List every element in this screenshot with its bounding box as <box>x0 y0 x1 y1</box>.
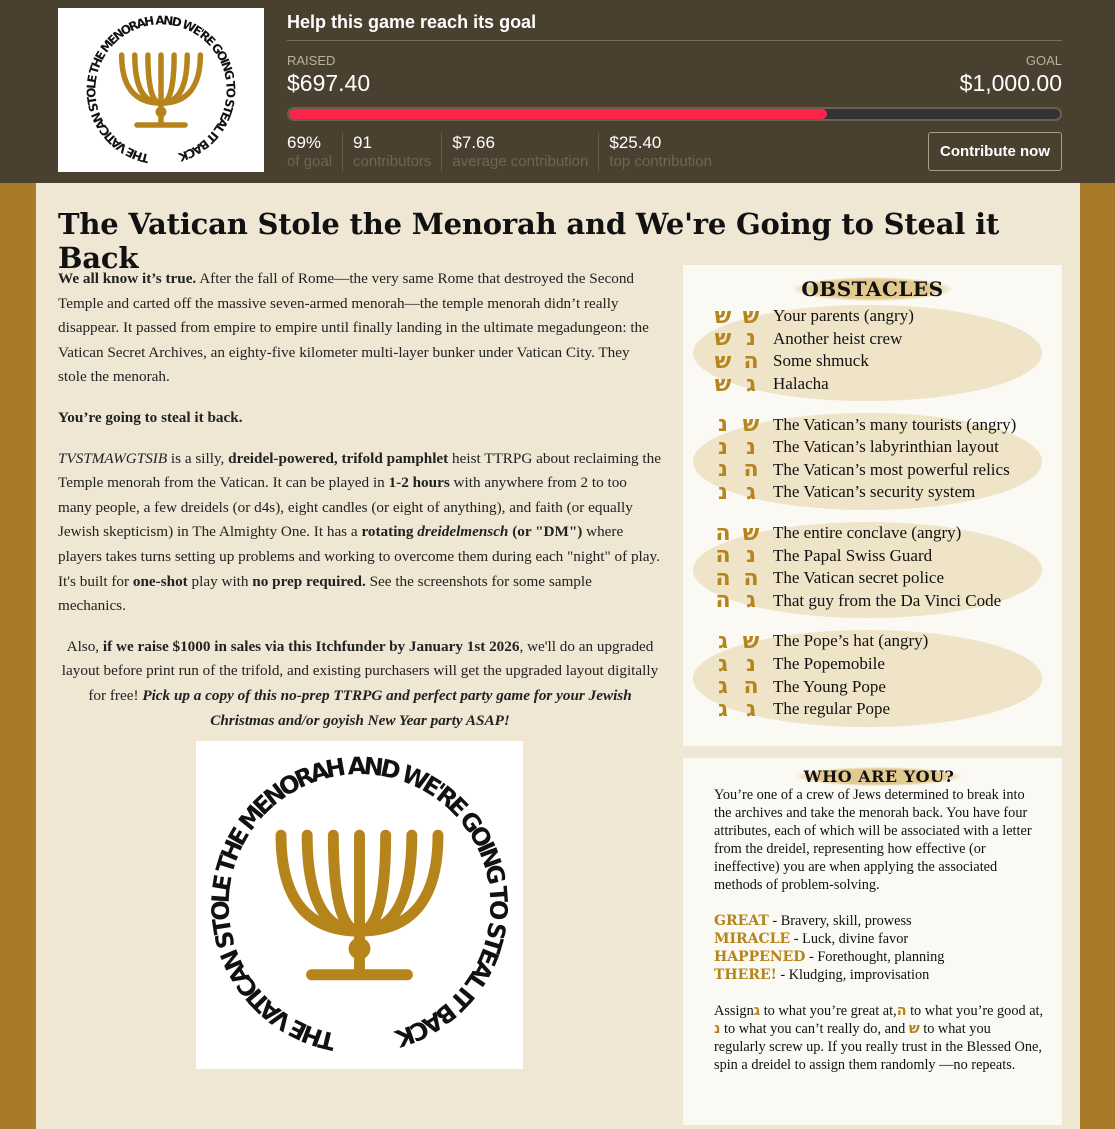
obstacle-label: The Popemobile <box>773 654 885 674</box>
dreidel-letter-icon: נ <box>746 434 756 460</box>
stat-percent: 69% of goal <box>287 133 333 170</box>
obstacle-row <box>683 328 1062 351</box>
funding-widget <box>287 0 1062 171</box>
obstacle-row <box>683 350 1062 373</box>
obstacle-label: Another heist crew <box>773 328 903 348</box>
stat-top: $25.40 top contribution <box>598 133 722 171</box>
shin-icon: ש <box>908 1021 920 1037</box>
obstacle-row <box>683 413 1062 436</box>
obstacles-title: OBSTACLES <box>683 277 1062 301</box>
dreidel-letter-icon: ה <box>743 457 759 483</box>
dreidel-letter-icon: נ <box>746 543 756 569</box>
dreidel-letter-icon: ש <box>714 371 732 397</box>
obstacle-row <box>683 522 1062 545</box>
gimel-icon: ג <box>753 1003 761 1019</box>
obstacle-label: That guy from the Da Vinci Code <box>773 590 1002 610</box>
dreidel-letter-icon: ג <box>718 651 728 677</box>
goal-label: GOAL <box>1025 53 1062 68</box>
dreidel-letter-icon: ה <box>743 348 759 374</box>
obstacle-group <box>683 522 1062 612</box>
obstacle-row <box>683 459 1062 482</box>
logo-circle-text: THE VATICAN STOLE THE MENORAH AND WE'RE GOING TO STEAL IT BACK <box>84 13 238 166</box>
dreidel-letter-icon: ה <box>743 674 759 700</box>
dreidel-letter-icon: נ <box>746 651 756 677</box>
page-title: The Vatican Stole the Menorah and We're Going to Steal it Back <box>58 207 1000 275</box>
progress-fill <box>289 109 827 119</box>
dreidel-letter-icon: ג <box>746 696 756 722</box>
who-intro: You’re one of a crew of Jews determined to break into the archives and take the menorah back. You have four attributes, each of which will be associated with a letter from the dreidel, representing how effective (or ineffective) you are when applying the associated methods of problem-solving. <box>714 787 1032 893</box>
obstacle-row <box>683 630 1062 653</box>
logo-circle-text: THE VATICAN STOLE THE MENORAH AND WE'RE GOING TO STEAL IT BACK <box>206 752 513 1056</box>
obstacle-label: The Young Pope <box>773 676 886 696</box>
obstacle-row <box>683 436 1062 459</box>
game-description-panel <box>36 183 1080 1129</box>
dreidel-letter-icon: נ <box>746 326 756 352</box>
dreidel-letter-icon: ה <box>715 565 731 591</box>
raised-amount: $697.40 <box>287 70 371 96</box>
dreidel-letter-icon: ג <box>718 696 728 722</box>
obstacle-row <box>683 675 1062 698</box>
progress-bar <box>287 107 1062 121</box>
game-logo[interactable] <box>58 8 264 172</box>
attribute-list: GREAT - Bravery, skill, prowess MIRACLE - Luck, divine favor HAPPENED - Forethought, planning THERE! - Kludging, improvisation <box>714 913 945 983</box>
assign-text: Assignג to what you’re great at,ה to what you’re good at, נ to what you can’t really do, and ש to what you regularly screw up. If you really trust in the Blessed One, spin a dreidel to assign them randomly —no repeats. <box>714 1003 1044 1073</box>
obstacle-row <box>683 567 1062 590</box>
dreidel-letter-icon: נ <box>718 434 728 460</box>
obstacle-label: The Vatican’s security system <box>773 482 976 502</box>
obstacle-group <box>683 630 1062 720</box>
dreidel-letter-icon: ש <box>714 303 732 329</box>
contribute-button[interactable]: Contribute now <box>928 132 1062 171</box>
obstacle-group <box>683 413 1062 503</box>
dreidel-letter-icon: ה <box>743 565 759 591</box>
obstacle-row <box>683 305 1062 328</box>
dreidel-letter-icon: ש <box>742 520 760 546</box>
raised-label: RAISED <box>287 53 336 68</box>
stat-contributors: 91 contributors <box>342 133 441 171</box>
menorah-knob <box>156 106 167 117</box>
menorah-knob <box>349 938 371 960</box>
dreidel-letter-icon: ג <box>718 628 728 654</box>
obstacle-group <box>683 305 1062 395</box>
dreidel-letter-icon: ש <box>714 348 732 374</box>
description-column <box>58 267 662 1069</box>
obstacle-label: Halacha <box>773 374 829 394</box>
obstacle-label: The Vatican’s most powerful relics <box>773 459 1010 479</box>
obstacle-row <box>683 481 1062 504</box>
obstacle-row <box>683 653 1062 676</box>
dreidel-letter-icon: ג <box>746 588 756 614</box>
who-are-you-card <box>683 758 1062 1125</box>
dreidel-letter-icon: ג <box>718 674 728 700</box>
dreidel-letter-icon: נ <box>718 457 728 483</box>
dreidel-letter-icon: ה <box>715 543 731 569</box>
obstacle-row <box>683 544 1062 567</box>
obstacle-label: The Vatican’s many tourists (angry) <box>773 414 1017 434</box>
logo-image[interactable] <box>196 741 523 1069</box>
obstacles-card <box>683 265 1062 746</box>
dreidel-letter-icon: ש <box>714 326 732 352</box>
obstacle-row <box>683 373 1062 396</box>
obstacle-label: The regular Pope <box>773 699 891 719</box>
dreidel-letter-icon: נ <box>718 479 728 505</box>
dreidel-letter-icon: נ <box>718 412 728 438</box>
description-text: We all know it’s true. After the fall of Rome—the very same Rome that destroyed the Second Temple and carted off the massive seven-armed menorah—the temple menorah didn’t really disappear. It passed from empire to empire until finally landing in the ultimate megadungeon: the Vatican Secret Archives, an eighty-five kilometer multi-layer bunker under Vatican City. They stole the menorah. You’re going to steal it back. TVSTMAWGTSIB is a silly, dreidel-powered, trifold pamphlet heist TTRPG about reclaiming the Temple menorah from the Vatican. It can be played in 1-2 hours with anywhere from 2 to too many people, a few dreidels (or d4s), eight candles (or eight of anything), and faith (or equally Jewish skepticism) in The Almighty One. It has a rotating dreidelmensch (or "DM") where players takes turns setting up problems and working to overcome them during each "night" of play. It's built for one-shot play with no prep required. See the screenshots for some sample mechanics. Also, if we raise $1000 in sales via this Itchfunder by January 1st 2026, we'll do an upgraded layout before print run of the trifold, and existing purchasers will get the upgraded layout digitally for free! Pick up a copy of this no-prep TTRPG and perfect party game for your Jewish Christmas and/or goyish New Year party ASAP! <box>58 270 661 729</box>
obstacle-label: The Papal Swiss Guard <box>773 545 933 565</box>
nun-icon: נ <box>714 1021 721 1037</box>
obstacle-label: Your parents (angry) <box>773 306 914 326</box>
obstacle-label: The Vatican’s labyrinthian layout <box>773 437 999 457</box>
obstacle-label: The entire conclave (angry) <box>773 523 962 543</box>
dreidel-letter-icon: ג <box>746 479 756 505</box>
dreidel-letter-icon: ש <box>742 628 760 654</box>
obstacle-label: The Pope’s hat (angry) <box>773 631 929 651</box>
funding-header <box>0 0 1115 183</box>
funding-title: Help this game reach its goal <box>287 0 1062 41</box>
dreidel-letter-icon: ש <box>742 303 760 329</box>
obstacle-row <box>683 698 1062 721</box>
dreidel-letter-icon: ג <box>746 371 756 397</box>
obstacle-label: Some shmuck <box>773 351 869 371</box>
dreidel-letter-icon: ש <box>742 412 760 438</box>
obstacle-row <box>683 590 1062 613</box>
obstacle-label: The Vatican secret police <box>773 568 945 588</box>
dreidel-letter-icon: ה <box>715 520 731 546</box>
stat-average: $7.66 average contribution <box>441 133 598 171</box>
goal-amount: $1,000.00 <box>959 70 1062 96</box>
dreidel-letter-icon: ה <box>715 588 731 614</box>
who-title: WHO ARE YOU? <box>714 768 1044 786</box>
he-icon: ה <box>896 1003 907 1019</box>
